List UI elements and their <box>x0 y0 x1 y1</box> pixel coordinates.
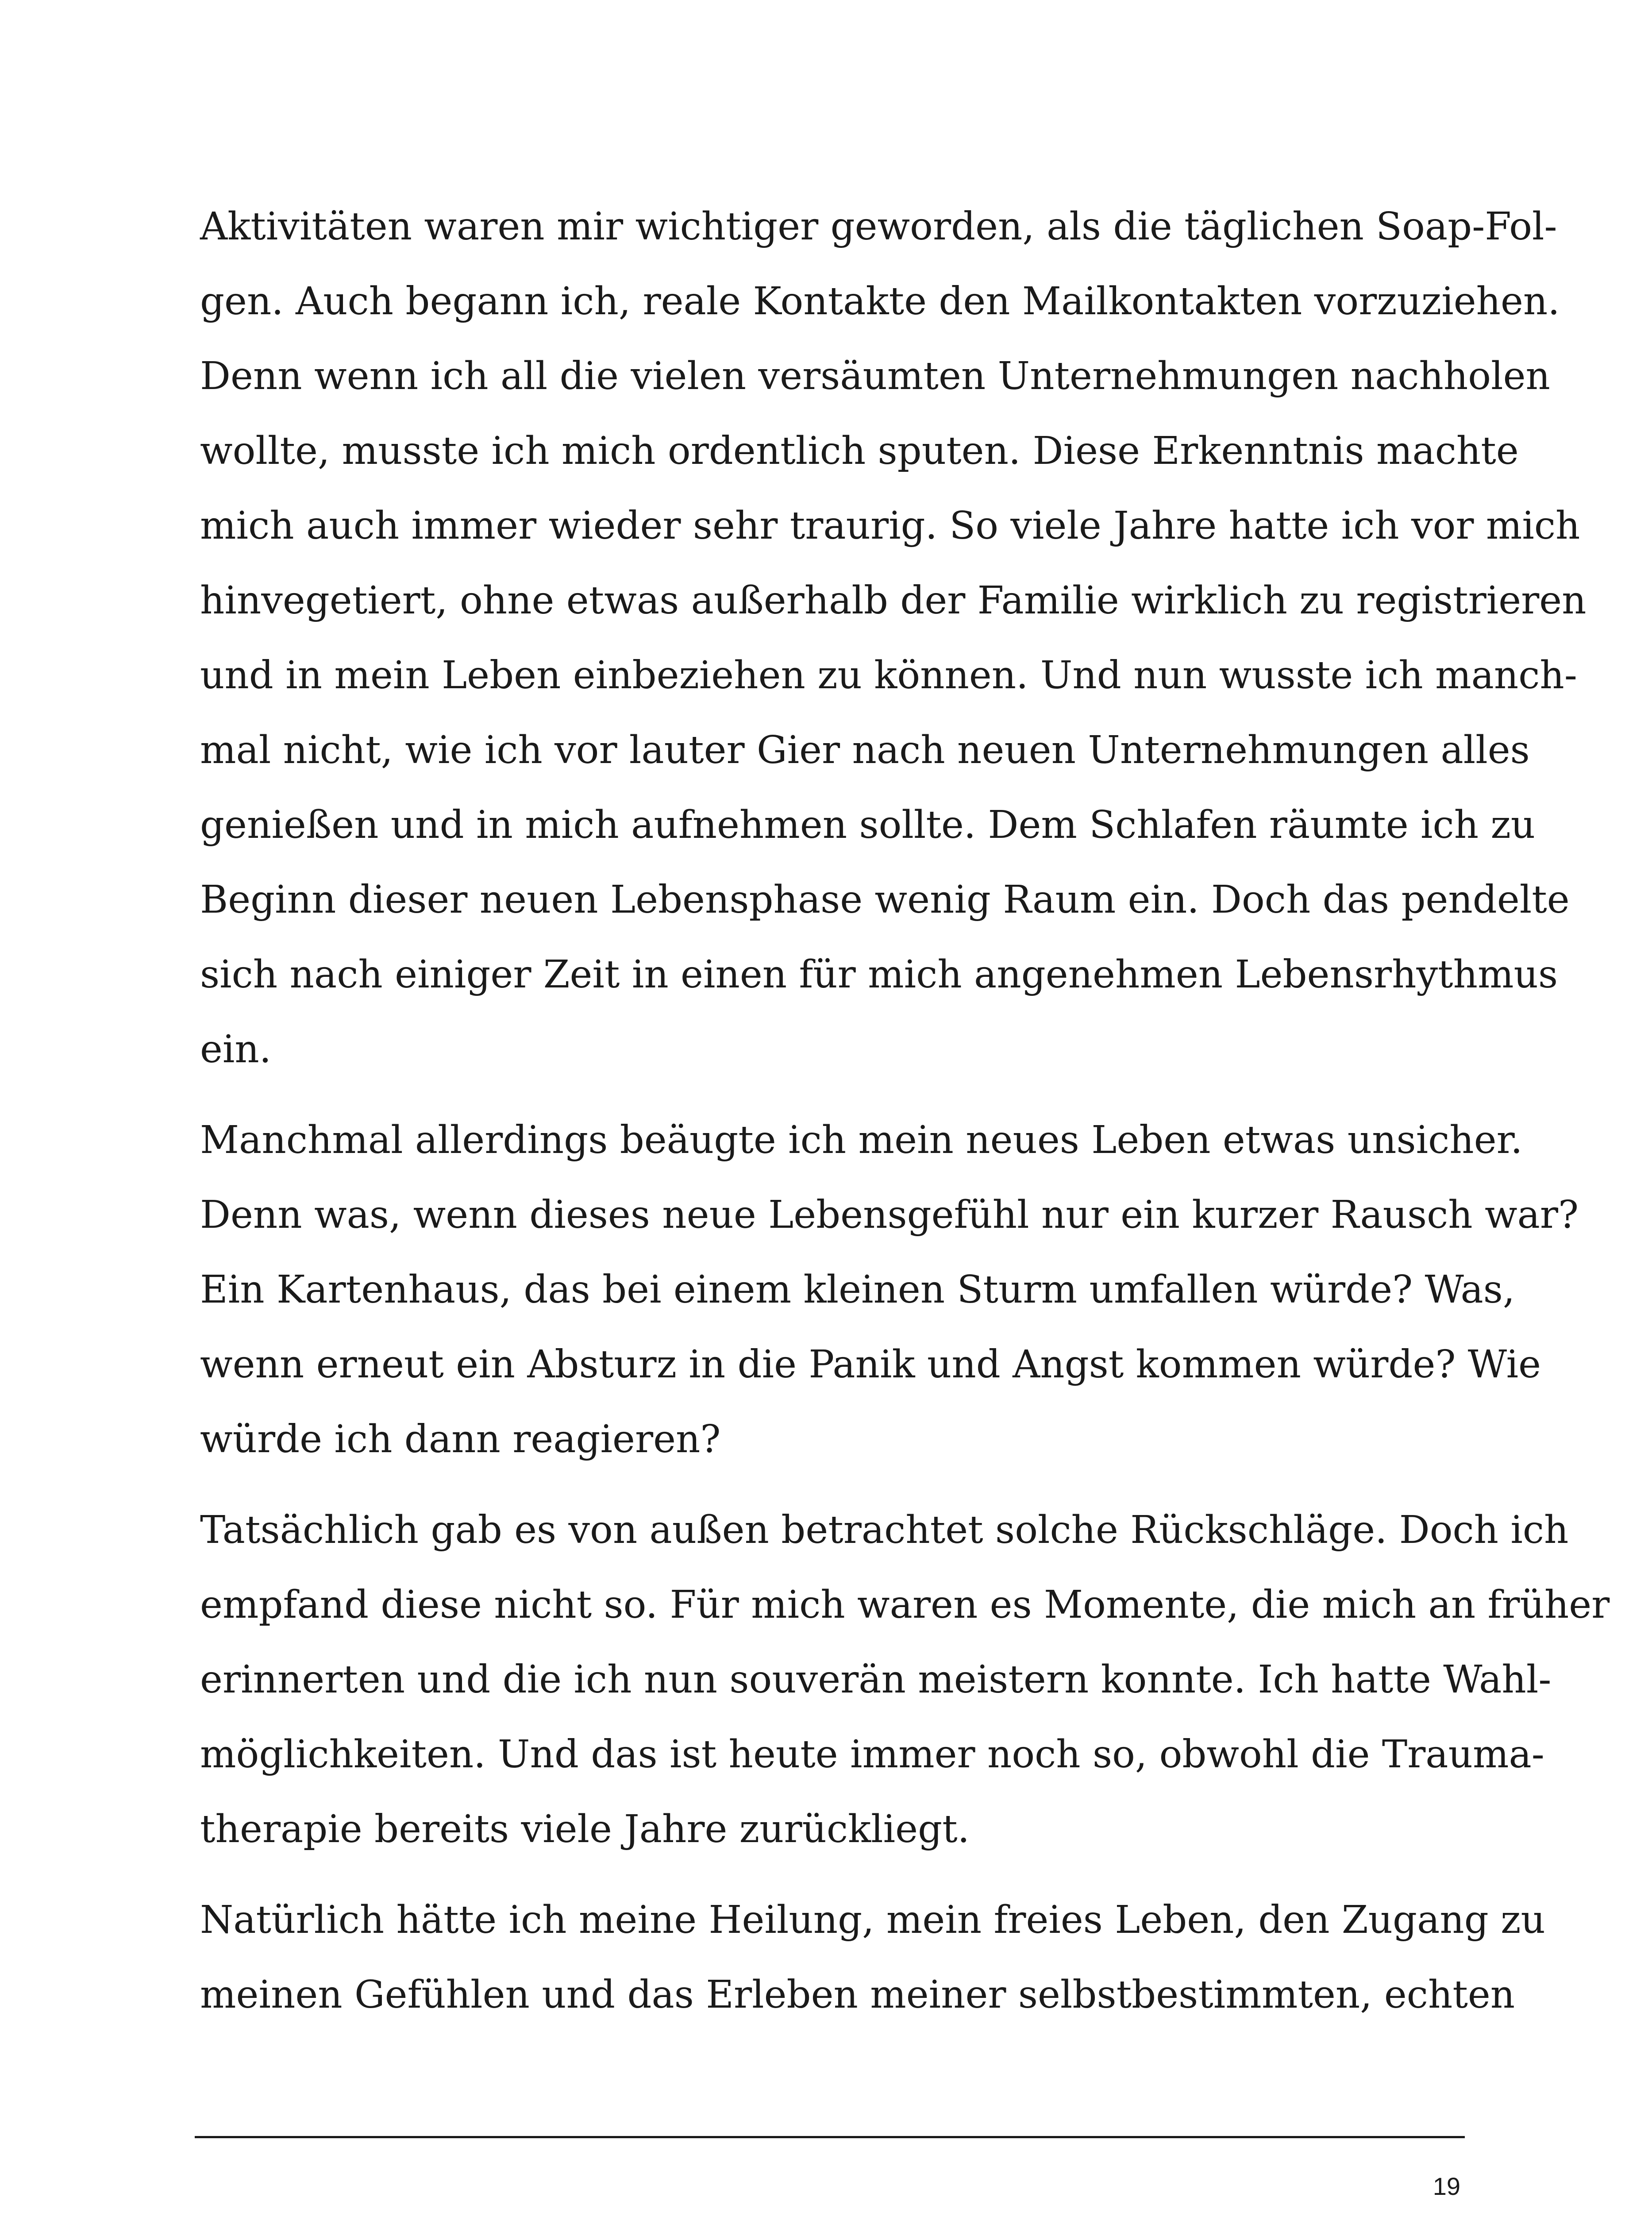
text-line: Denn wenn ich all die vielen versäumten Unternehmungen nachholen <box>200 354 1550 398</box>
text-line: empfand diese nicht so. Für mich waren es Momente, die mich an früher <box>200 1583 1610 1627</box>
paragraph <box>200 189 1587 1087</box>
paragraph <box>200 1493 1610 1867</box>
text-line: hinvegetiert, ohne etwas außerhalb der Familie wirklich zu registrieren <box>200 578 1587 623</box>
text-line: Natürlich hätte ich meine Heilung, mein freies Leben, den Zugang zu <box>200 1898 1545 1942</box>
text-line: möglichkeiten. Und das ist heute immer noch so, obwohl die Trauma- <box>200 1732 1544 1777</box>
text-line: und in mein Leben einbeziehen zu können. Und nun wusste ich manch- <box>200 653 1577 698</box>
text-line: mal nicht, wie ich vor lauter Gier nach neuen Unternehmungen alles <box>200 728 1530 772</box>
body-text <box>200 189 1610 2048</box>
text-line: genießen und in mich aufnehmen sollte. Dem Schlafen räumte ich zu <box>200 803 1536 847</box>
text-line: Ein Kartenhaus, das bei einem kleinen Sturm umfallen würde? Was, <box>200 1268 1515 1312</box>
page-number: 19 <box>1433 2172 1460 2200</box>
text-line: meinen Gefühlen und das Erleben meiner selbstbestimmten, echten <box>200 1973 1515 2017</box>
text-line: mich auch immer wieder sehr traurig. So viele Jahre hatte ich vor mich <box>200 504 1580 548</box>
text-line: wollte, musste ich mich ordentlich sputen. Diese Erkenntnis machte <box>200 429 1519 473</box>
text-line: Denn was, wenn dieses neue Lebensgefühl nur ein kurzer Rausch war? <box>200 1193 1579 1237</box>
text-line: erinnerten und die ich nun souverän meistern konnte. Ich hatte Wahl- <box>200 1658 1552 1702</box>
footer-rule <box>195 2136 1465 2138</box>
text-line: gen. Auch begann ich, reale Kontakte den Mailkontakten vorzuziehen. <box>200 279 1560 324</box>
text-line: therapie bereits viele Jahre zurückliegt. <box>200 1807 970 1851</box>
text-line: sich nach einiger Zeit in einen für mich angenehmen Lebensrhythmus <box>200 952 1558 997</box>
text-line: Tatsächlich gab es von außen betrachtet solche Rückschläge. Doch ich <box>200 1508 1569 1552</box>
text-line: würde ich dann reagieren? <box>200 1417 721 1461</box>
text-line: wenn erneut ein Absturz in die Panik und Angst kommen würde? Wie <box>200 1342 1541 1387</box>
text-line: ein. <box>200 1027 272 1072</box>
text-line: Aktivitäten waren mir wichtiger geworden, als die täglichen Soap-Fol- <box>200 204 1557 249</box>
paragraph <box>200 1103 1579 1477</box>
text-line: Manchmal allerdings beäugte ich mein neues Leben etwas unsicher. <box>200 1118 1523 1162</box>
paragraph <box>200 1883 1545 2032</box>
text-line: Beginn dieser neuen Lebensphase wenig Raum ein. Doch das pendelte <box>200 878 1570 922</box>
